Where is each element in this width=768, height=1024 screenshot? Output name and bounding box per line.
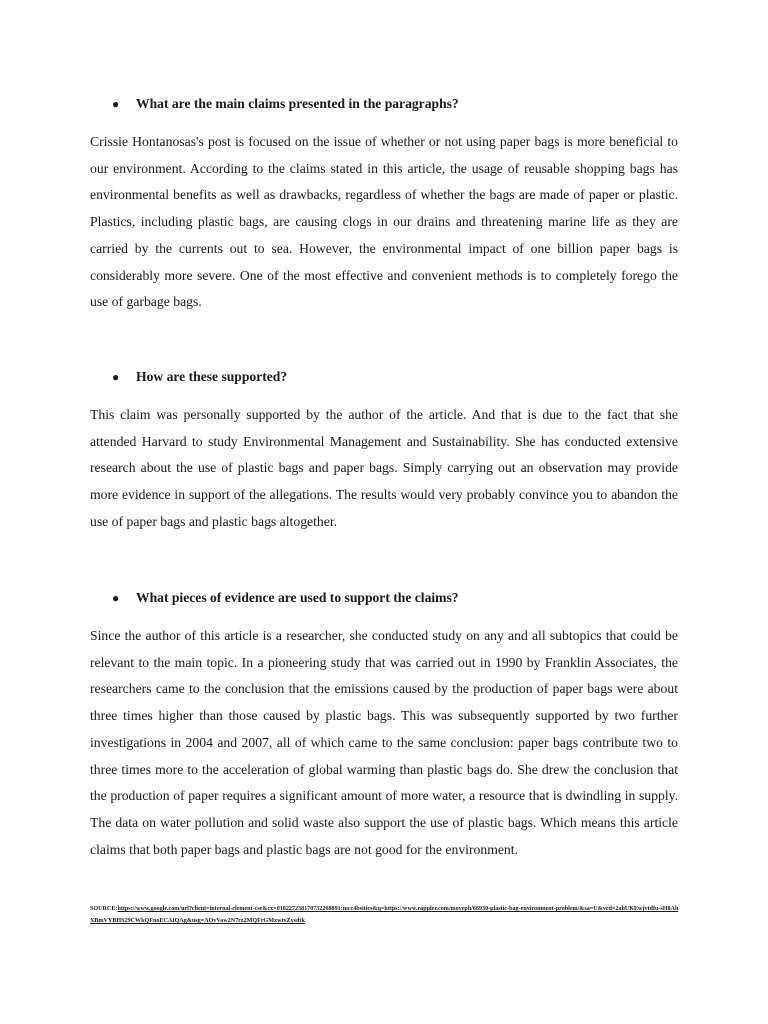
section-main-claims — [90, 95, 678, 316]
question-text: How are these supported? — [136, 369, 288, 384]
answer-paragraph: Crissie Hontanosas's post is focused on the issue of whether or not using paper bags is more beneficial to our environment. According to the claims stated in this article, the usage of reusable shopping bags has environmental benefits as well as drawbacks, regardless of whether the bags are made of paper or plastic. Plastics, including plastic bags, are causing clogs in our drains and threatening marine life as they are carried by the currents out to sea. However, the environmental impact of one billion paper bags is considerably more severe. One of the most effective and convenient methods is to completely forego the use of garbage bags. — [90, 134, 678, 310]
question-heading — [90, 368, 678, 386]
section-evidence — [90, 589, 678, 863]
answer-paragraph: This claim was personally supported by the author of the article. And that is due to the fact that she attended Harvard to study Environmental Management and Sustainability. She has conducted extensive research about the use of plastic bags and paper bags. Simply carrying out an observation may provide more evidence in support of the allegations. The results would very probably convince you to abandon the use of paper bags and plastic bags altogether. — [90, 407, 678, 529]
bullet-icon: ● — [112, 370, 120, 384]
source-link[interactable]: https://www.google.com/url?client=internal-element-cse&cx=018227238170732268891:mcc4bsitics&q=https://www.rappler.com/moveph/66930-plastic-bag-environment-problem/&sa=U&ved=2ahUKEwjvtdfu-sH8AhXBmVYBHS29CWkQFnoECAIQAg&usg=AOvVaw2N7rz2MQFrGMxwtvZysdtk — [90, 906, 679, 924]
answer-paragraph: Since the author of this article is a researcher, she conducted study on any and all subtopics that could be relevant to the main topic. In a pioneering study that was carried out in 1990 by Franklin Associates, the researchers came to the conclusion that the emissions caused by the production of paper bags were about three times higher than those caused by plastic bags. This was subsequently supported by two further investigations in 2004 and 2007, all of which came to the same conclusion: paper bags contribute two to three times more to the acceleration of global warming than plastic bags do. She drew the conclusion that the production of paper requires a significant amount of more water, a resource that is dwindling in supply. The data on water pollution and solid waste also support the use of plastic bags. Which means this article claims that both paper bags and plastic bags are not good for the environment. — [90, 628, 678, 857]
bullet-icon: ● — [112, 591, 120, 605]
source-label: SOURCE: — [90, 906, 118, 912]
source-citation — [90, 903, 680, 927]
section-support — [90, 368, 678, 536]
question-text: What are the main claims presented in the paragraphs? — [136, 96, 459, 111]
bullet-icon: ● — [112, 97, 120, 111]
question-text: What pieces of evidence are used to support the claims? — [136, 590, 459, 605]
question-heading — [90, 95, 678, 113]
question-heading — [90, 589, 678, 607]
